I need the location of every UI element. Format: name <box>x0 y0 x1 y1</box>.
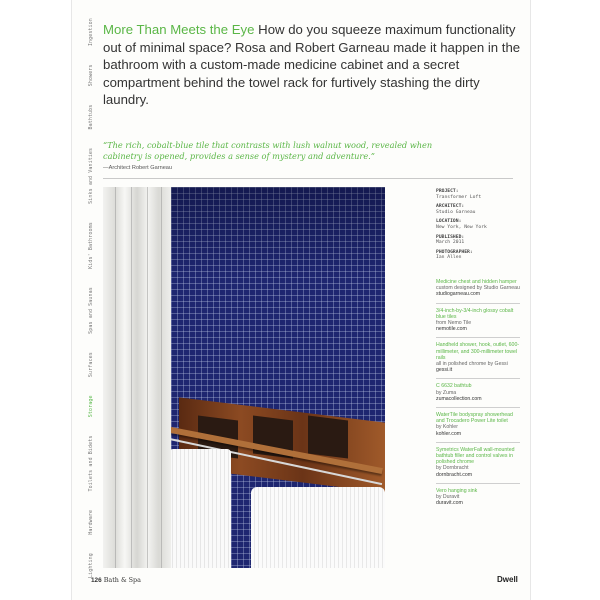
credit-entry <box>436 383 520 402</box>
sidenav-item[interactable]: Spas and Saunas <box>88 287 94 334</box>
credit-divider <box>436 407 520 408</box>
sidenav-item[interactable]: Kids' Bathrooms <box>88 222 94 269</box>
credit-by: all in polished chrome by Gessi <box>436 361 508 368</box>
credit-site[interactable]: zumacollection.com <box>436 395 482 402</box>
credit-entry <box>436 412 520 437</box>
meta-label: PUBLISHED: <box>436 234 465 240</box>
pull-quote: “The rich, cobalt-blue tile that contrasts with lush walnut wood, revealed when cabinetry is opened, provides a sense of mystery and adventure.” <box>103 140 433 161</box>
brand-logo: Dwell <box>497 575 518 584</box>
sidenav-item[interactable]: Surfaces <box>88 352 94 378</box>
credit-by: by Dornbracht <box>436 465 469 472</box>
sidenav-item[interactable]: Bathtubs <box>88 104 94 130</box>
credit-entry <box>436 308 520 333</box>
sidenav-item[interactable]: Hardware <box>88 509 94 535</box>
shower-curtain <box>103 187 171 568</box>
section-name: Bath & Spa <box>103 576 141 584</box>
sidenav-item[interactable]: Storage <box>88 395 94 418</box>
credit-divider <box>436 337 520 338</box>
intro-body: How do you squeeze maximum functionality out of minimal space? Rosa and Robert Garneau made it happen in the bathroom with a custom-made medicine cabinet and a secret compartment behind the towel rack for furtively stashing the dirty laundry. <box>103 22 521 107</box>
credit-site[interactable]: studiogarneau.com <box>436 291 481 298</box>
meta-label: PROJECT: <box>436 189 459 194</box>
page-footer <box>91 576 141 584</box>
sidenav-item[interactable]: Showers <box>88 64 94 87</box>
credit-by: by Duravit <box>436 494 460 501</box>
divider <box>103 178 513 179</box>
towel <box>169 449 231 568</box>
credit-site[interactable]: nemotile.com <box>436 326 467 333</box>
credit-entry <box>436 342 520 373</box>
section-sidebar <box>86 18 96 578</box>
credit-name: Vero hanging sink <box>436 487 478 494</box>
credit-name: Symetrics WaterFall wall-mounted bathtub filler and control valves in polished chrome <box>436 446 515 466</box>
credit-name: Handheld shower, hook, outlet, 600-millimeter, and 300-millimeter towel rails <box>436 342 520 361</box>
credit-name: WaterTile bodyspray showerhead and Trocadero Power Lite toilet <box>436 412 513 425</box>
credit-divider <box>436 483 520 484</box>
credit-by: custom designed by Studio Garneau <box>436 285 520 292</box>
sidenav-item[interactable]: Toilets and Bidets <box>88 435 94 492</box>
credit-entry <box>436 488 520 507</box>
meta-value: Studio Garneau <box>436 209 476 215</box>
towel <box>251 487 385 568</box>
intro-paragraph <box>103 21 523 109</box>
credit-site[interactable]: duravit.com <box>436 500 463 507</box>
meta-value: Ian Allen <box>436 255 462 261</box>
quote-attribution: —Architect Robert Garneau <box>103 165 173 171</box>
product-credits <box>436 279 520 511</box>
credit-site[interactable]: gessi.it <box>436 367 453 374</box>
sidenav-item[interactable]: Sinks and Vanities <box>88 147 94 204</box>
credit-by: from Nemo Tile <box>436 320 472 327</box>
meta-value: March 2011 <box>436 240 465 246</box>
credit-site[interactable]: dornbracht.com <box>436 471 473 478</box>
photo-shadow <box>165 187 385 277</box>
credit-site[interactable]: kohler.com <box>436 430 462 437</box>
sidenav-item[interactable]: Ingestion <box>88 18 94 47</box>
credit-divider <box>436 303 520 304</box>
credit-name: Medicine chest and hidden hamper <box>436 279 517 285</box>
article-heading: More Than Meets the Eye <box>103 22 255 37</box>
project-metadata <box>436 189 522 265</box>
niche-cell <box>308 416 348 459</box>
page-number: 126 <box>91 577 102 584</box>
meta-value: Transformer Loft <box>436 194 482 200</box>
credit-by: by Zuma <box>436 389 457 396</box>
meta-label: PHOTOGRAPHER: <box>436 249 473 255</box>
credit-name: 3/4-inch-by-3/4-inch glossy cobalt blue tiles <box>436 307 514 320</box>
credit-divider <box>436 378 520 379</box>
credit-entry <box>436 447 520 478</box>
bathroom-photo <box>103 187 385 568</box>
sidenav-item[interactable]: Lighting <box>88 553 94 578</box>
credit-divider <box>436 442 520 443</box>
credit-entry <box>436 279 520 298</box>
credit-by: by Kohler <box>436 424 458 431</box>
credit-name: C 6632 bathtub <box>436 383 472 390</box>
meta-label: LOCATION: <box>436 219 462 225</box>
meta-label: ARCHITECT: <box>436 204 465 210</box>
meta-value: New York, New York <box>436 224 487 230</box>
